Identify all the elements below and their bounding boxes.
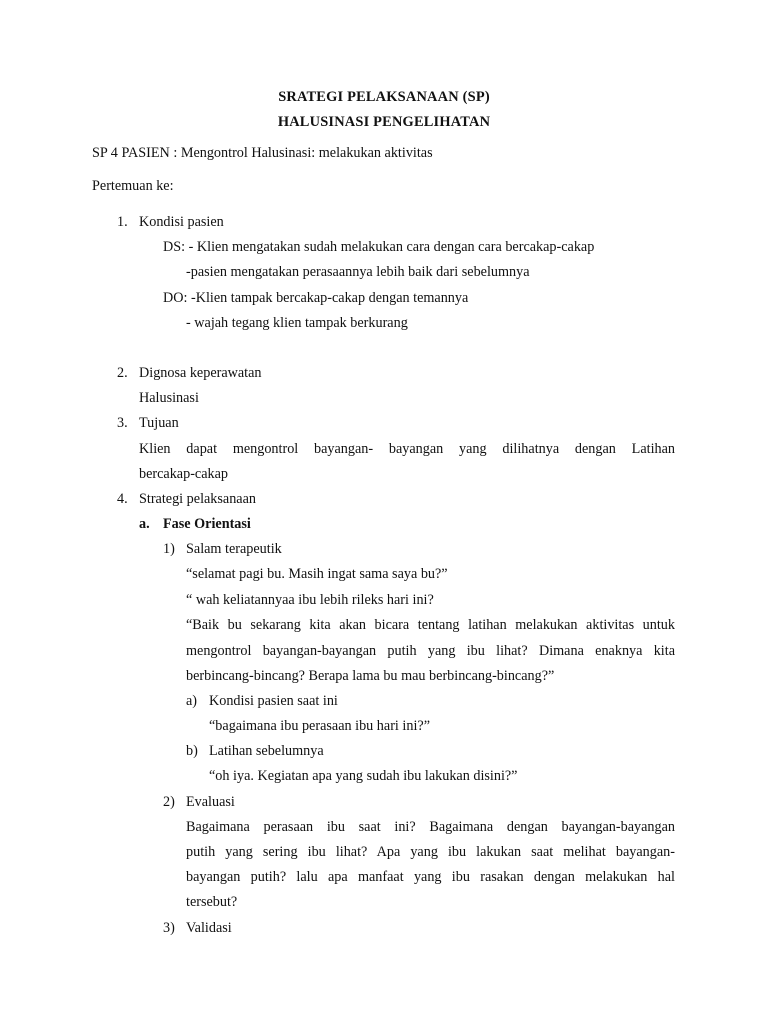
section-1-heading: Kondisi pasien bbox=[139, 214, 224, 230]
do-line-2: - wajah tegang klien tampak berkurang bbox=[186, 315, 408, 331]
subitem-b-heading: Latihan sebelumnya bbox=[209, 743, 324, 759]
section-2-body: Halusinasi bbox=[139, 390, 199, 406]
greeting-quote-3-line-1: “Baik bu sekarang kita akan bicara tentang latihan melakukan aktivitas untuk bbox=[186, 617, 675, 633]
subitem-b-quote: “oh iya. Kegiatan apa yang sudah ibu lakukan disini?” bbox=[209, 768, 518, 784]
evaluation-line-4: tersebut? bbox=[186, 894, 238, 910]
ds-line-1: DS: - Klien mengatakan sudah melakukan cara dengan cara bercakap-cakap bbox=[163, 239, 595, 255]
item-3-number: 3) bbox=[163, 920, 175, 936]
item-2-number: 2) bbox=[163, 794, 175, 810]
subitem-a-quote: “bagaimana ibu perasaan ibu hari ini?” bbox=[209, 718, 430, 734]
section-2-heading: Dignosa keperawatan bbox=[139, 365, 262, 381]
section-3-number: 3. bbox=[117, 415, 128, 431]
item-2-heading: Evaluasi bbox=[186, 794, 235, 810]
subitem-a-letter: a) bbox=[186, 693, 198, 709]
greeting-quote-3-line-3: berbincang-bincang? Berapa lama bu mau berbincang-bincang?” bbox=[186, 668, 555, 684]
greeting-quote-3-line-2: mengontrol bayangan-bayangan putih yang ibu lihat? Dimana enaknya kita bbox=[186, 643, 675, 659]
greeting-quote-1: “selamat pagi bu. Masih ingat sama saya bu?” bbox=[186, 566, 448, 582]
section-3-heading: Tujuan bbox=[139, 415, 179, 431]
evaluation-line-2: putih yang sering ibu lihat? Apa yang ibu lakukan saat melihat bayangan- bbox=[186, 844, 675, 860]
item-1-heading: Salam terapeutik bbox=[186, 541, 282, 557]
document-title: SRATEGI PELAKSANAAN (SP) bbox=[278, 89, 490, 105]
section-4-number: 4. bbox=[117, 491, 128, 507]
do-line-1: DO: -Klien tampak bercakap-cakap dengan temannya bbox=[163, 290, 469, 306]
section-4-heading: Strategi pelaksanaan bbox=[139, 491, 256, 507]
subsection-a-letter: a. bbox=[139, 516, 150, 532]
evaluation-line-3: bayangan putih? lalu apa manfaat yang ibu rasakan dengan melakukan hal bbox=[186, 869, 675, 885]
section-2-number: 2. bbox=[117, 365, 128, 381]
document-subtitle: HALUSINASI PENGELIHATAN bbox=[277, 114, 491, 130]
subitem-a-heading: Kondisi pasien saat ini bbox=[209, 693, 338, 709]
section-3-body-line-1: Klien dapat mengontrol bayangan- bayangan yang dilihatnya dengan Latihan bbox=[139, 441, 675, 457]
subsection-a-heading: Fase Orientasi bbox=[163, 516, 251, 532]
sp-line: SP 4 PASIEN : Mengontrol Halusinasi: melakukan aktivitas bbox=[92, 145, 433, 161]
evaluation-line-1: Bagaimana perasaan ibu saat ini? Bagaimana dengan bayangan-bayangan bbox=[186, 819, 675, 835]
item-1-number: 1) bbox=[163, 541, 175, 557]
pertemuan-line: Pertemuan ke: bbox=[92, 178, 174, 194]
subitem-b-letter: b) bbox=[186, 743, 198, 759]
ds-line-2: -pasien mengatakan perasaannya lebih baik dari sebelumnya bbox=[186, 264, 530, 280]
section-3-body-line-2: bercakap-cakap bbox=[139, 466, 228, 482]
greeting-quote-2: “ wah keliatannyaa ibu lebih rileks hari ini? bbox=[186, 592, 434, 608]
section-1-number: 1. bbox=[117, 214, 128, 230]
item-3-heading: Validasi bbox=[186, 920, 232, 936]
